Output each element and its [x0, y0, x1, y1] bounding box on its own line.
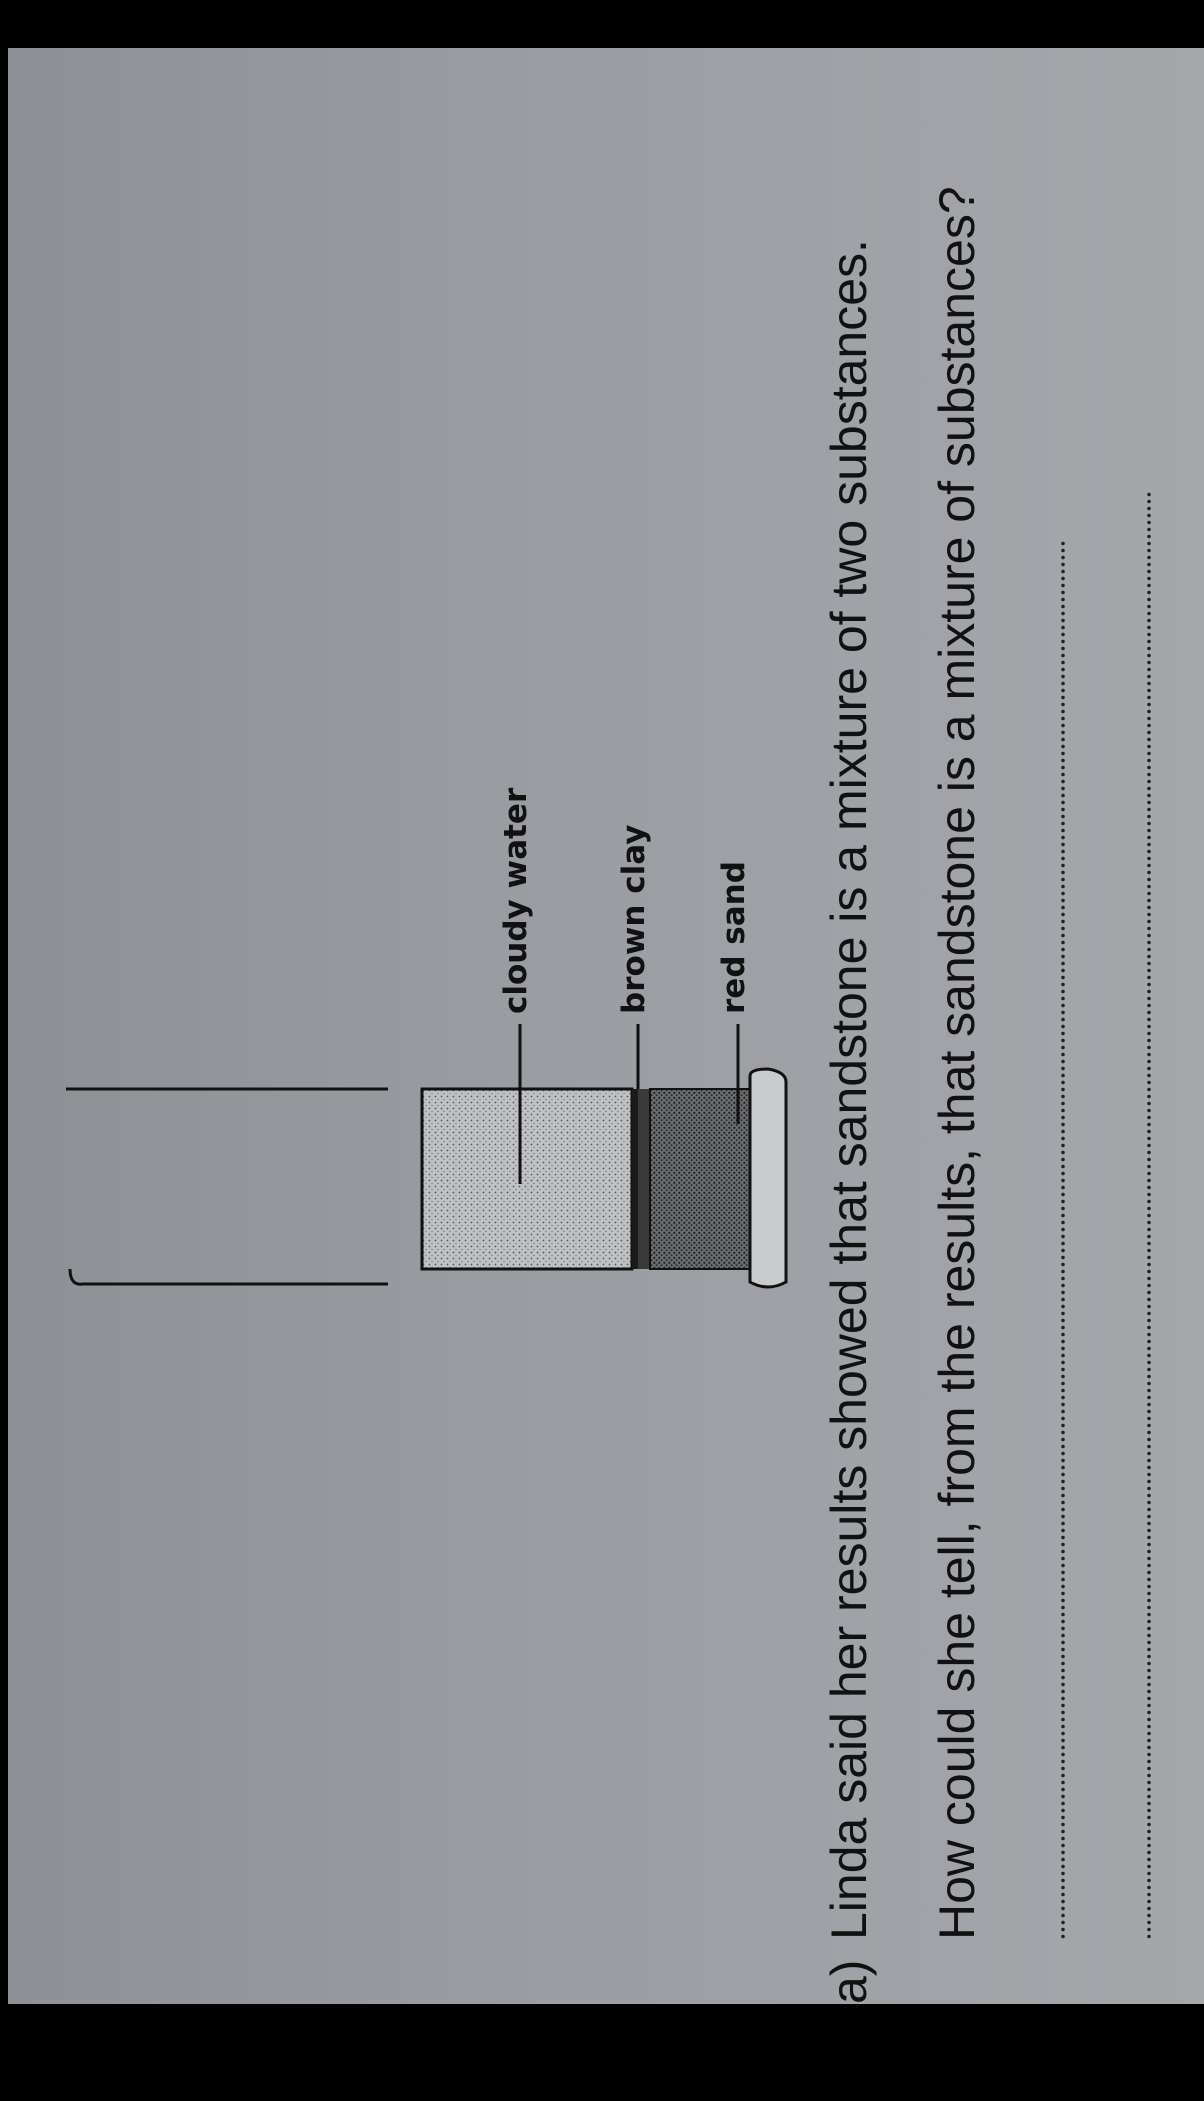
cloudy-water-layer	[422, 1089, 632, 1269]
answer-line-1[interactable]	[1060, 540, 1066, 1940]
cylinder-wall-bottom	[70, 1269, 388, 1284]
label-cloudy-water: cloudy water	[498, 787, 534, 1014]
worksheet-page	[8, 48, 1204, 2004]
answer-line-2[interactable]	[1146, 490, 1152, 1940]
label-red-sand: red sand	[716, 861, 752, 1014]
rotated-content	[8, 48, 1204, 2004]
measuring-cylinder-diagram	[8, 48, 1204, 2004]
question-prompt: How could she tell, from the results, that sandstone is a mixture of substances?	[929, 186, 985, 1940]
question-part-a-label: a)	[821, 1959, 877, 2004]
question-statement: Linda said her results showed that sandstone is a mixture of two substances.	[821, 239, 877, 1940]
cylinder-base	[750, 1069, 786, 1287]
label-brown-clay: brown clay	[616, 824, 652, 1014]
red-sand-layer	[650, 1089, 750, 1269]
